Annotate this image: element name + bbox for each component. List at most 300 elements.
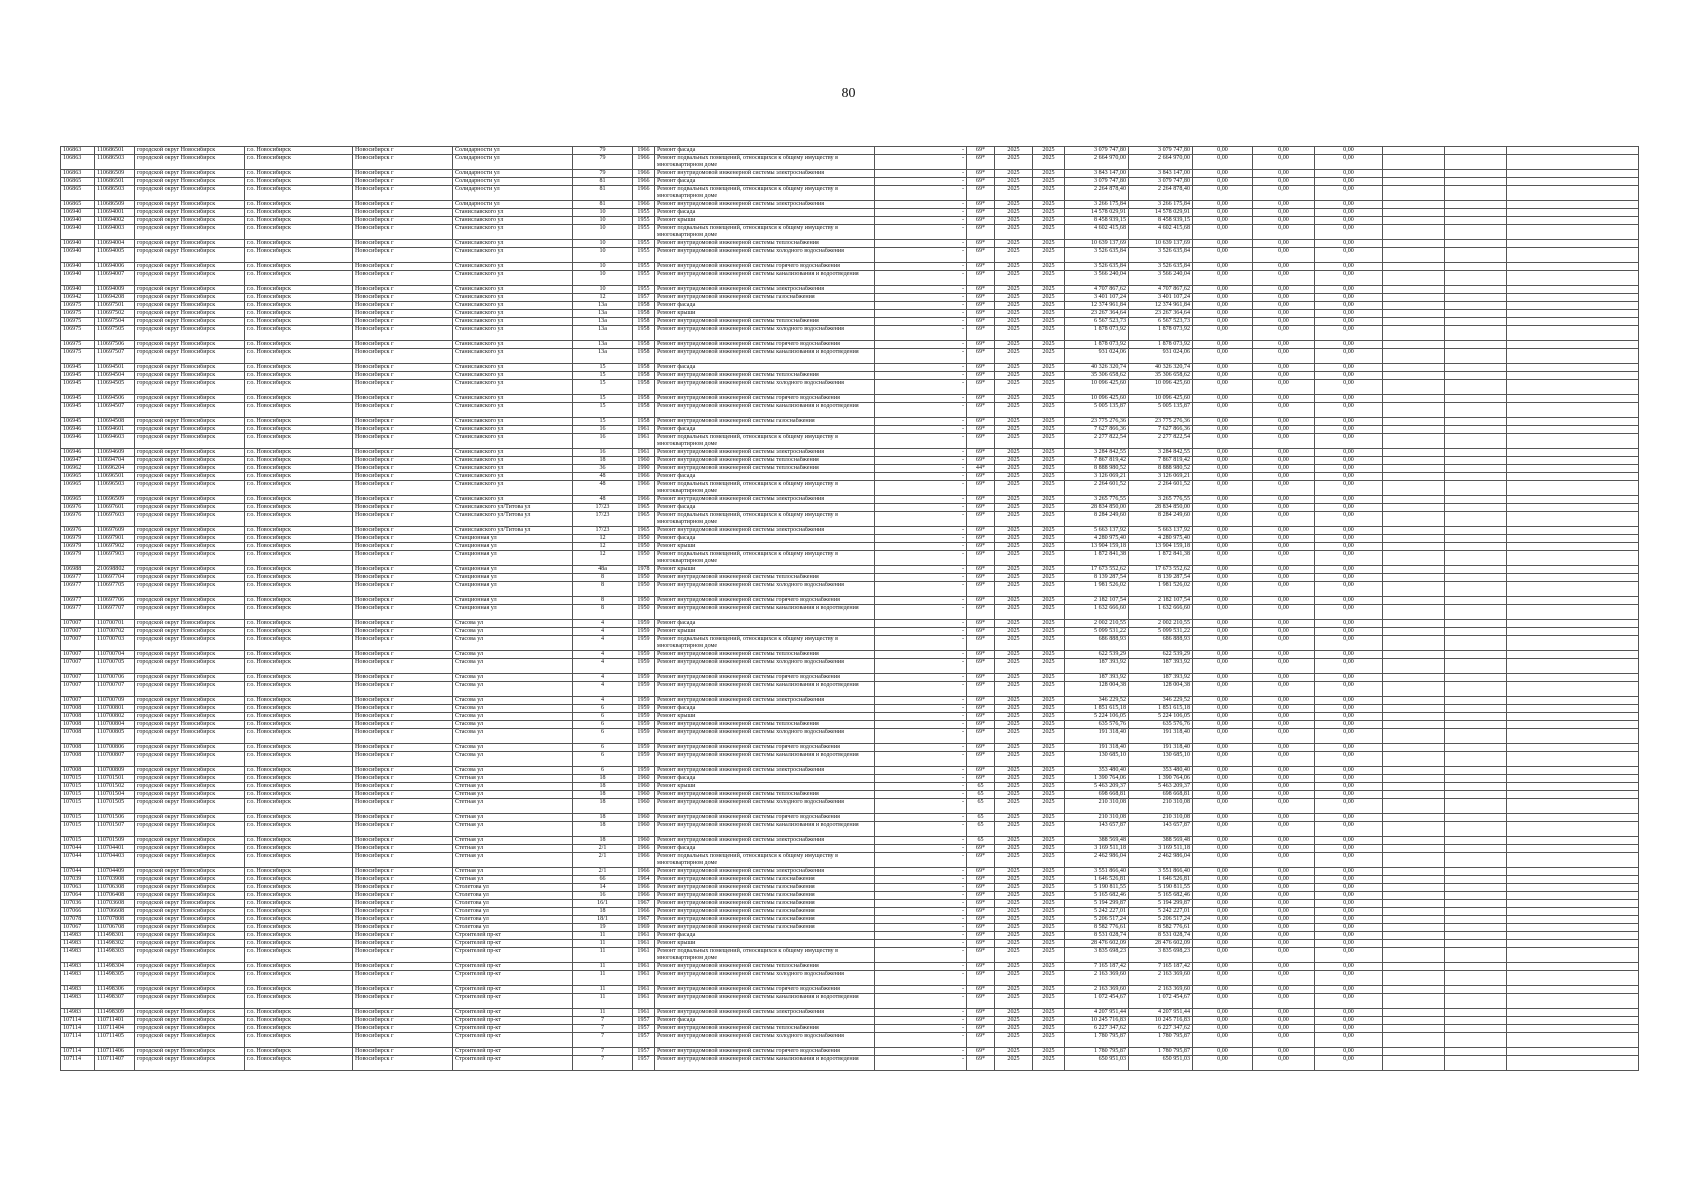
table-cell: - [875, 775, 967, 783]
table-cell: 1959 [633, 697, 655, 705]
table-cell: 0,00 [1193, 574, 1253, 582]
table-cell: 18 [573, 775, 633, 783]
table-cell: 48 [573, 481, 633, 496]
table-cell: городской округ Новосибирск [135, 1033, 245, 1048]
table-cell: г.о. Новосибирск [245, 605, 353, 620]
table-cell: 13а [573, 326, 633, 341]
table-cell [1445, 605, 1507, 620]
table-cell: 1950 [633, 597, 655, 605]
table-cell: 5 165 682,46 [1129, 892, 1193, 900]
table-cell: 2025 [1033, 674, 1065, 682]
table-cell [1383, 876, 1445, 884]
table-cell: 0,00 [1315, 457, 1383, 465]
table-cell: 110703608 [95, 900, 135, 908]
table-cell: 6 567 523,73 [1065, 318, 1129, 326]
table-row [61, 597, 1639, 605]
table-cell: 106976 [61, 527, 95, 535]
table-cell: 1959 [633, 752, 655, 767]
table-cell [1383, 814, 1445, 822]
table-cell [1507, 465, 1639, 473]
table-cell: г.о. Новосибирск [245, 201, 353, 209]
table-cell: 114983 [61, 1009, 95, 1017]
table-cell: 0,00 [1193, 814, 1253, 822]
table-cell [1445, 900, 1507, 908]
table-cell: - [875, 302, 967, 310]
table-cell: Новосибирск г [353, 286, 453, 294]
table-cell: городской округ Новосибирск [135, 318, 245, 326]
table-cell: 1966 [633, 868, 655, 876]
table-cell: Новосибирск г [353, 248, 453, 263]
table-cell: 0,00 [1193, 512, 1253, 527]
table-cell [1383, 892, 1445, 900]
table-cell: 2025 [1033, 225, 1065, 240]
table-cell: 187 393,92 [1065, 674, 1129, 682]
table-cell: городской округ Новосибирск [135, 349, 245, 364]
table-cell: 2025 [995, 426, 1033, 434]
table-cell: 0,00 [1253, 1009, 1315, 1017]
table-cell: 2025 [995, 799, 1033, 814]
table-cell: 0,00 [1193, 1056, 1253, 1071]
table-cell: 81 [573, 186, 633, 201]
table-cell: 2025 [995, 605, 1033, 620]
table-cell [1445, 155, 1507, 170]
table-cell: 0,00 [1315, 170, 1383, 178]
table-cell: 15 [573, 418, 633, 426]
table-cell: 5 663 137,92 [1129, 527, 1193, 535]
table-cell: 1958 [633, 380, 655, 395]
table-cell: - [875, 932, 967, 940]
table-cell: Ремонт внутридомовой инженерной системы электроснабжения [655, 286, 875, 294]
table-cell: 69* [967, 845, 995, 853]
table-cell: 0,00 [1253, 240, 1315, 248]
table-cell: 2025 [1033, 783, 1065, 791]
table-cell: 16 [573, 434, 633, 449]
table-row [61, 155, 1639, 170]
table-cell [1445, 380, 1507, 395]
table-cell: 2025 [995, 217, 1033, 225]
table-cell: 3 843 147,00 [1129, 170, 1193, 178]
table-cell: 106947 [61, 457, 95, 465]
table-cell: 106945 [61, 403, 95, 418]
table-cell: г.о. Новосибирск [245, 294, 353, 302]
table-cell: Новосибирск г [353, 853, 453, 868]
table-cell: Станиславского ул [453, 349, 573, 364]
table-cell: 1958 [633, 403, 655, 418]
table-cell: 1 780 795,87 [1129, 1048, 1193, 1056]
table-cell: - [875, 403, 967, 418]
table-cell: 69* [967, 597, 995, 605]
table-cell: 114983 [61, 932, 95, 940]
table-row [61, 697, 1639, 705]
table-cell: 110694507 [95, 403, 135, 418]
table-cell: 0,00 [1193, 884, 1253, 892]
table-cell: 0,00 [1315, 217, 1383, 225]
table-cell: 110697705 [95, 582, 135, 597]
table-cell: 210 310,08 [1065, 799, 1129, 814]
table-cell: 0,00 [1315, 994, 1383, 1009]
table-cell: городской округ Новосибирск [135, 884, 245, 892]
table-cell: 0,00 [1315, 651, 1383, 659]
table-cell: 2025 [1033, 341, 1065, 349]
table-cell: 7 [573, 1048, 633, 1056]
table-cell: 0,00 [1315, 449, 1383, 457]
table-cell: - [875, 372, 967, 380]
table-cell: Ремонт внутридомовой инженерной системы холодного водоснабжения [655, 799, 875, 814]
table-cell: 2025 [1033, 628, 1065, 636]
table-cell [1507, 884, 1639, 892]
table-cell [1445, 178, 1507, 186]
table-cell: 10 245 716,83 [1129, 1017, 1193, 1025]
table-cell: Новосибирск г [353, 799, 453, 814]
table-cell [1507, 799, 1639, 814]
table-cell [1383, 341, 1445, 349]
table-cell: 1966 [633, 155, 655, 170]
table-cell: 2025 [1033, 527, 1065, 535]
table-cell: 110694208 [95, 294, 135, 302]
table-row [61, 170, 1639, 178]
table-cell [1507, 674, 1639, 682]
table-cell: 0,00 [1253, 403, 1315, 418]
table-cell: 1 851 615,18 [1065, 705, 1129, 713]
table-cell: 106975 [61, 302, 95, 310]
table-cell [1445, 892, 1507, 900]
table-cell: - [875, 147, 967, 155]
table-cell: - [875, 294, 967, 302]
table-cell [1507, 341, 1639, 349]
table-row [61, 551, 1639, 566]
table-cell: 2025 [995, 868, 1033, 876]
table-cell: 0,00 [1315, 527, 1383, 535]
table-row [61, 729, 1639, 744]
table-cell: г.о. Новосибирск [245, 481, 353, 496]
table-cell: 2025 [995, 682, 1033, 697]
table-cell [1383, 659, 1445, 674]
table-cell: городской округ Новосибирск [135, 449, 245, 457]
table-cell: Ремонт фасада [655, 775, 875, 783]
table-cell: Ремонт внутридомовой инженерной системы электроснабжения [655, 697, 875, 705]
table-cell: Новосибирск г [353, 845, 453, 853]
table-cell [1383, 403, 1445, 418]
table-cell: 2025 [995, 775, 1033, 783]
table-cell: 110704401 [95, 845, 135, 853]
table-cell: 10 [573, 248, 633, 263]
table-cell: Новосибирск г [353, 605, 453, 620]
table-cell: Новосибирск г [353, 418, 453, 426]
table-cell: 0,00 [1193, 318, 1253, 326]
table-cell: 0,00 [1253, 963, 1315, 971]
table-cell: 130 685,10 [1065, 752, 1129, 767]
table-cell: 69* [967, 372, 995, 380]
table-cell: 2025 [995, 248, 1033, 263]
table-cell: 0,00 [1193, 752, 1253, 767]
table-cell: 2025 [1033, 465, 1065, 473]
table-cell: г.о. Новосибирск [245, 426, 353, 434]
table-cell: Станиславского ул [453, 426, 573, 434]
table-cell: 2025 [995, 551, 1033, 566]
table-cell: Солидарности ул [453, 186, 573, 201]
table-cell [1383, 674, 1445, 682]
table-row [61, 924, 1639, 932]
table-row [61, 651, 1639, 659]
table-cell: - [875, 496, 967, 504]
table-cell: 1 872 841,38 [1129, 551, 1193, 566]
table-cell: - [875, 217, 967, 225]
table-cell: 110700706 [95, 674, 135, 682]
table-cell: 0,00 [1193, 876, 1253, 884]
table-cell: Столетова ул [453, 900, 573, 908]
table-cell [1507, 628, 1639, 636]
table-cell: Станиславского ул [453, 310, 573, 318]
table-cell: 1978 [633, 566, 655, 574]
table-cell: Ремонт фасада [655, 178, 875, 186]
table-cell [1507, 775, 1639, 783]
table-cell: 15 [573, 395, 633, 403]
table-cell: Станиславского ул [453, 318, 573, 326]
table-cell: Новосибирск г [353, 551, 453, 566]
table-cell: Новосибирск г [353, 318, 453, 326]
table-cell [1445, 496, 1507, 504]
table-cell: 2025 [995, 940, 1033, 948]
table-cell: 106975 [61, 310, 95, 318]
table-cell: Строителей пр-кт [453, 963, 573, 971]
table-cell: городской округ Новосибирск [135, 178, 245, 186]
table-cell [1445, 971, 1507, 986]
table-cell: Новосибирск г [353, 574, 453, 582]
table-cell [1383, 697, 1445, 705]
table-cell: 0,00 [1253, 225, 1315, 240]
table-cell: 1 981 526,02 [1065, 582, 1129, 597]
table-cell: Строителей пр-кт [453, 948, 573, 963]
table-cell: 1957 [633, 1048, 655, 1056]
table-cell: 1957 [633, 1017, 655, 1025]
table-cell: 7 165 187,42 [1129, 963, 1193, 971]
table-cell: г.о. Новосибирск [245, 225, 353, 240]
table-cell [1445, 209, 1507, 217]
table-cell: г.о. Новосибирск [245, 1033, 353, 1048]
table-cell: 1958 [633, 418, 655, 426]
table-cell: 2025 [1033, 170, 1065, 178]
table-cell: г.о. Новосибирск [245, 659, 353, 674]
table-cell [1445, 512, 1507, 527]
table-cell: Ремонт внутридомовой инженерной системы холодного водоснабжения [655, 729, 875, 744]
table-cell: 4 [573, 682, 633, 697]
table-cell: 111498304 [95, 963, 135, 971]
table-cell [1507, 814, 1639, 822]
table-cell: 2025 [995, 465, 1033, 473]
table-cell: г.о. Новосибирск [245, 636, 353, 651]
table-cell: Стетная ул [453, 783, 573, 791]
table-cell: 110704403 [95, 853, 135, 868]
table-cell: 69* [967, 697, 995, 705]
table-cell: 17/23 [573, 504, 633, 512]
table-cell: 110697901 [95, 535, 135, 543]
table-cell: 1958 [633, 302, 655, 310]
table-cell: 2025 [1033, 395, 1065, 403]
table-cell: 388 569,48 [1065, 837, 1129, 845]
table-cell [1445, 263, 1507, 271]
table-cell: 1 878 073,92 [1065, 341, 1129, 349]
table-cell: Станционная ул [453, 566, 573, 574]
table-row [61, 705, 1639, 713]
table-cell: 12 [573, 294, 633, 302]
table-cell: 0,00 [1193, 155, 1253, 170]
table-cell: 3 169 511,18 [1065, 845, 1129, 853]
table-row [61, 791, 1639, 799]
table-cell: 0,00 [1253, 752, 1315, 767]
table-cell: 3 526 635,84 [1129, 248, 1193, 263]
table-cell: 107114 [61, 1048, 95, 1056]
table-cell: 6 [573, 729, 633, 744]
table-cell: - [875, 814, 967, 822]
table-cell [1383, 527, 1445, 535]
table-cell: 0,00 [1315, 504, 1383, 512]
table-cell: Станиславского ул [453, 302, 573, 310]
table-cell: 353 480,40 [1065, 767, 1129, 775]
table-cell [1445, 294, 1507, 302]
table-cell: 4 602 415,68 [1065, 225, 1129, 240]
table-cell: г.о. Новосибирск [245, 705, 353, 713]
table-cell: 1959 [633, 674, 655, 682]
table-cell: 0,00 [1253, 1056, 1315, 1071]
table-cell [1383, 426, 1445, 434]
table-cell: 0,00 [1315, 940, 1383, 948]
table-cell: 1966 [633, 845, 655, 853]
table-cell: 69* [967, 170, 995, 178]
table-cell: г.о. Новосибирск [245, 465, 353, 473]
table-cell: 69* [967, 971, 995, 986]
table-cell [1445, 574, 1507, 582]
table-cell: Новосибирск г [353, 349, 453, 364]
table-cell: 106962 [61, 465, 95, 473]
table-cell: 107007 [61, 620, 95, 628]
table-cell: г.о. Новосибирск [245, 155, 353, 170]
table-cell: 0,00 [1253, 294, 1315, 302]
table-cell: 110694006 [95, 263, 135, 271]
table-cell: 2025 [1033, 963, 1065, 971]
table-cell [1507, 310, 1639, 318]
table-cell: 114983 [61, 971, 95, 986]
table-cell: 0,00 [1253, 620, 1315, 628]
table-cell: 106940 [61, 286, 95, 294]
table-cell: 2025 [1033, 876, 1065, 884]
table-cell: 0,00 [1253, 892, 1315, 900]
table-cell: городской округ Новосибирск [135, 674, 245, 682]
table-row [61, 986, 1639, 994]
table-cell: 0,00 [1193, 225, 1253, 240]
table-cell: Новосибирск г [353, 651, 453, 659]
table-row [61, 217, 1639, 225]
table-cell: 4 [573, 628, 633, 636]
table-cell: 69* [967, 426, 995, 434]
table-cell: 106940 [61, 248, 95, 263]
table-cell: 13а [573, 310, 633, 318]
table-cell: 110697603 [95, 512, 135, 527]
table-cell: городской округ Новосибирск [135, 837, 245, 845]
table-cell: 106979 [61, 535, 95, 543]
table-cell: 69* [967, 948, 995, 963]
table-cell: 2025 [1033, 294, 1065, 302]
table-cell: 3 266 175,84 [1065, 201, 1129, 209]
table-cell: г.о. Новосибирск [245, 248, 353, 263]
table-cell: 0,00 [1253, 1048, 1315, 1056]
table-cell: Строителей пр-кт [453, 1056, 573, 1071]
table-cell: 106865 [61, 186, 95, 201]
table-cell: 110711406 [95, 1048, 135, 1056]
table-cell: 110701501 [95, 775, 135, 783]
table-cell: 2025 [1033, 248, 1065, 263]
table-cell [1507, 395, 1639, 403]
table-cell: 1959 [633, 628, 655, 636]
table-cell: 1965 [633, 527, 655, 535]
table-cell: 17/23 [573, 512, 633, 527]
table-cell: 107007 [61, 674, 95, 682]
table-cell [1507, 380, 1639, 395]
table-cell: 0,00 [1193, 294, 1253, 302]
table-cell: 65 [967, 837, 995, 845]
table-cell: 0,00 [1253, 201, 1315, 209]
table-cell: 0,00 [1253, 767, 1315, 775]
table-cell [1507, 481, 1639, 496]
table-cell: 1961 [633, 1009, 655, 1017]
table-cell: 106975 [61, 318, 95, 326]
table-cell: - [875, 512, 967, 527]
table-cell: Новосибирск г [353, 326, 453, 341]
table-cell: 0,00 [1253, 186, 1315, 201]
table-cell [1507, 752, 1639, 767]
table-cell [1507, 496, 1639, 504]
table-row [61, 963, 1639, 971]
table-cell: - [875, 574, 967, 582]
table-cell: 110686501 [95, 147, 135, 155]
table-cell: 0,00 [1315, 403, 1383, 418]
table-cell [1507, 186, 1639, 201]
table-cell: 2025 [1033, 364, 1065, 372]
table-cell: Ремонт внутридомовой инженерной системы газоснабжения [655, 418, 875, 426]
table-cell: 110700704 [95, 651, 135, 659]
table-cell: Новосибирск г [353, 217, 453, 225]
table-cell: 1 632 666,60 [1129, 605, 1193, 620]
table-cell [1445, 326, 1507, 341]
table-cell: 1 780 795,87 [1129, 1033, 1193, 1048]
table-cell: - [875, 527, 967, 535]
table-cell: г.о. Новосибирск [245, 1048, 353, 1056]
table-cell: 13а [573, 341, 633, 349]
table-cell: 15 [573, 403, 633, 418]
table-cell: городской округ Новосибирск [135, 822, 245, 837]
table-cell: 10 [573, 209, 633, 217]
table-cell: 2025 [995, 1017, 1033, 1025]
table-cell [1507, 449, 1639, 457]
table-cell: 2025 [1033, 651, 1065, 659]
table-cell: 0,00 [1315, 155, 1383, 170]
table-cell: 106865 [61, 201, 95, 209]
table-cell: Новосибирск г [353, 994, 453, 1009]
table-cell: Ремонт внутридомовой инженерной системы электроснабжения [655, 170, 875, 178]
table-cell: Новосибирск г [353, 721, 453, 729]
table-cell: 1 072 454,67 [1065, 994, 1129, 1009]
table-row [61, 908, 1639, 916]
table-cell: Станиславского ул [453, 473, 573, 481]
table-cell [1445, 924, 1507, 932]
table-cell: 1959 [633, 767, 655, 775]
table-cell: 2025 [1033, 582, 1065, 597]
table-cell: - [875, 791, 967, 799]
table-cell: 0,00 [1253, 940, 1315, 948]
table-row [61, 868, 1639, 876]
table-cell [1445, 473, 1507, 481]
table-cell: Строителей пр-кт [453, 986, 573, 994]
table-cell: 0,00 [1315, 302, 1383, 310]
